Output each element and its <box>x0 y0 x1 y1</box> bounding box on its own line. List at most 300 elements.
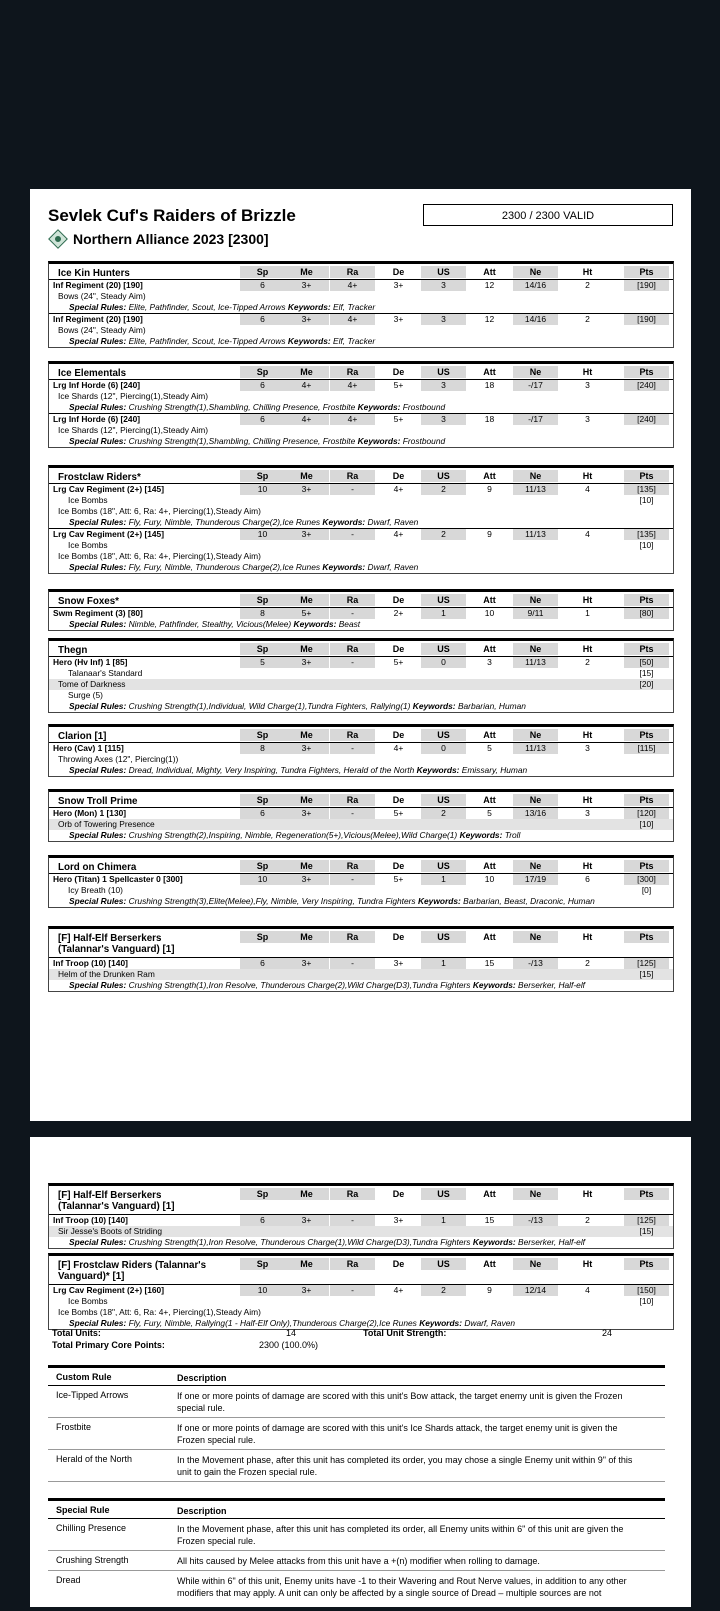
unit-stat-row <box>49 313 673 325</box>
column-header-ne: Ne <box>513 366 558 378</box>
unit-stat-row <box>49 413 673 425</box>
unit-profile-name: Lrg Inf Horde (6) [240] <box>53 414 141 424</box>
keywords-label: Keywords: <box>459 830 503 840</box>
special-rules-row <box>49 302 673 313</box>
column-header-sp: Sp <box>240 1258 285 1270</box>
special-rules-text <box>69 765 527 776</box>
special-rules-row <box>49 619 673 630</box>
column-header-me: Me <box>284 643 329 655</box>
unit-option-name: Orb of Towering Presence <box>58 819 155 829</box>
unit-header <box>49 641 673 656</box>
special-rules-label: Special Rules: <box>69 1237 127 1247</box>
stat-de: 4+ <box>393 529 404 539</box>
keywords-list: Dwarf, Raven <box>367 562 419 572</box>
column-header-ne: Ne <box>513 1188 558 1200</box>
stat-ht: 1 <box>585 608 590 618</box>
unit-option-name: Ice Bombs (18", Att: 6, Ra: 4+, Piercing(1),Steady Aim) <box>58 506 261 516</box>
points-value: [240] <box>624 380 669 391</box>
stat-us: 3 <box>421 380 466 391</box>
special-rules-label: Special Rules: <box>69 1318 127 1328</box>
points-value: [125] <box>624 1215 669 1226</box>
unit-header <box>49 929 673 957</box>
stat-ra: - <box>330 743 375 754</box>
unit-option-row <box>49 506 673 517</box>
column-header-ra: Ra <box>330 860 375 872</box>
unit-option-name: Ice Shards (12", Piercing(1),Steady Aim) <box>58 425 209 435</box>
column-header-us: US <box>421 594 466 606</box>
keywords-list: Elf, Tracker <box>333 336 376 346</box>
unit-header <box>49 1256 673 1284</box>
unit-stat-row <box>49 528 673 540</box>
stat-ra: - <box>330 958 375 969</box>
points-value: [20] <box>639 679 654 689</box>
special-rules-label: Special Rules: <box>69 336 127 346</box>
column-header-us: US <box>421 1258 466 1270</box>
stat-ne: 11/13 <box>513 657 558 668</box>
unit-stat-row <box>49 656 673 668</box>
unit-name: Snow Troll Prime <box>58 796 138 807</box>
special-rules-text <box>69 517 418 528</box>
custom-rule-desc: If one or more points of damage are scored with this unit's Bow attack, the target enemy unit is given the Frozen special rule. <box>177 1391 623 1413</box>
unit-option-row <box>49 495 673 506</box>
custom-desc-header: Description <box>177 1373 227 1383</box>
stat-sp: 6 <box>240 314 285 325</box>
stat-de: 3+ <box>393 958 404 968</box>
special-rules-text <box>69 562 418 573</box>
special-rules-label: Special Rules: <box>69 517 127 527</box>
column-header-pts: Pts <box>624 931 669 943</box>
stat-ra: 4+ <box>330 414 375 425</box>
stat-us: 0 <box>421 743 466 754</box>
column-header-pts: Pts <box>624 594 669 606</box>
special-rule-desc: While within 6" of this unit, Enemy units have -1 to their Wavering and Rout Nerve values, in addition to any other modifiers that may apply. A unit can only be affected by a single source of Dread – multiple sources are not <box>177 1576 627 1598</box>
total-core-value: 2300 (100.0%) <box>259 1340 319 1350</box>
unit-stat-row <box>49 873 673 885</box>
keywords-list: Beast <box>338 619 361 629</box>
stat-ne: 11/13 <box>513 484 558 495</box>
unit-profile-name: Hero (Titan) 1 Spellcaster 0 [300] <box>53 874 183 884</box>
unit-option-name: Helm of the Drunken Ram <box>58 969 155 979</box>
unit-option-row <box>49 754 673 765</box>
keywords-list: Troll <box>504 830 521 840</box>
stat-me: 3+ <box>284 280 329 291</box>
special-rules-label: Special Rules: <box>69 619 127 629</box>
unit-block <box>48 789 674 842</box>
total-units-label: Total Units: <box>52 1328 101 1338</box>
points-value: [240] <box>624 414 669 425</box>
column-header-ra: Ra <box>330 1258 375 1270</box>
column-header-de: De <box>392 1259 405 1269</box>
column-header-att: Att <box>483 267 496 277</box>
column-header-pts: Pts <box>624 1258 669 1270</box>
special-rules-list: Crushing Strength(1),Iron Resolve, Thunderous Charge(2),Wild Charge(D3),Tundra Fighters <box>128 980 471 990</box>
unit-stat-row <box>49 1284 673 1296</box>
stat-sp: 6 <box>240 414 285 425</box>
stat-ra: - <box>330 608 375 619</box>
unit-option-name: Sir Jesse's Boots of Striding <box>58 1226 163 1236</box>
column-header-sp: Sp <box>240 931 285 943</box>
special-rules-row <box>49 765 673 776</box>
stat-sp: 10 <box>240 874 285 885</box>
special-rules-list: Crushing Strength(1),Shambling, Chilling Presence, Frostbite <box>128 436 356 446</box>
column-header-sp: Sp <box>240 1188 285 1200</box>
keywords-label: Keywords: <box>417 896 461 906</box>
column-header-att: Att <box>483 1259 496 1269</box>
column-header-me: Me <box>284 729 329 741</box>
special-rules-row <box>49 980 673 991</box>
unit-header <box>49 727 673 742</box>
stat-ht: 2 <box>585 657 590 667</box>
custom-rule-header: Custom Rule <box>56 1372 112 1382</box>
unit-option-name: Ice Bombs (18", Att: 6, Ra: 4+, Piercing(1),Steady Aim) <box>58 1307 261 1317</box>
stat-ra: - <box>330 657 375 668</box>
special-rules-row <box>49 1237 673 1248</box>
column-header-ht: Ht <box>582 861 593 871</box>
column-header-att: Att <box>483 471 496 481</box>
keywords-list: Frostbound <box>402 402 446 412</box>
stat-ra: - <box>330 874 375 885</box>
unit-option-name: Surge (5) <box>68 690 103 700</box>
column-header-us: US <box>421 860 466 872</box>
keywords-list: Berserker, Half-elf <box>517 980 586 990</box>
unit-profile-name: Inf Troop (10) [140] <box>53 1215 128 1225</box>
stat-att: 12 <box>484 314 495 324</box>
unit-option-row <box>49 1296 673 1307</box>
special-rules-row <box>49 517 673 528</box>
column-header-ne: Ne <box>513 860 558 872</box>
column-header-ht: Ht <box>582 795 593 805</box>
stat-de: 5+ <box>393 874 404 884</box>
unit-option-row <box>49 391 673 402</box>
special-rules-row <box>49 402 673 413</box>
unit-stat-row <box>49 1214 673 1226</box>
stat-ne: 13/16 <box>513 808 558 819</box>
column-header-pts: Pts <box>624 1188 669 1200</box>
stat-ne: 12/14 <box>513 1285 558 1296</box>
keywords-label: Keywords: <box>357 402 401 412</box>
column-header-pts: Pts <box>624 794 669 806</box>
stat-att: 12 <box>484 280 495 290</box>
unit-name: Thegn <box>58 645 88 656</box>
column-header-de: De <box>392 1189 405 1199</box>
column-header-us: US <box>421 366 466 378</box>
column-header-ht: Ht <box>582 471 593 481</box>
stat-sp: 10 <box>240 484 285 495</box>
special-rules-list: Fly, Fury, Nimble, Rallying(1 - Half-Elf Only),Thunderous Charge(2),Ice Runes <box>128 1318 417 1328</box>
unit-option-row <box>49 540 673 551</box>
unit-option-row <box>49 1307 673 1318</box>
stat-att: 5 <box>487 743 492 753</box>
points-value: [135] <box>624 529 669 540</box>
stat-us: 3 <box>421 280 466 291</box>
total-strength-value: 24 <box>602 1328 613 1338</box>
keywords-list: Emissary, Human <box>461 765 528 775</box>
column-header-ht: Ht <box>582 1259 593 1269</box>
stat-de: 5+ <box>393 414 404 424</box>
column-header-us: US <box>421 266 466 278</box>
column-header-ne: Ne <box>513 266 558 278</box>
stat-us: 2 <box>421 808 466 819</box>
unit-profile-name: Lrg Cav Regiment (2+) [160] <box>53 1285 164 1295</box>
unit-profile-name: Hero (Mon) 1 [130] <box>53 808 127 818</box>
column-header-att: Att <box>483 367 496 377</box>
unit-profile-name: Lrg Cav Regiment (2+) [145] <box>53 529 164 539</box>
column-header-me: Me <box>284 1258 329 1270</box>
special-rules-list: Nimble, Pathfinder, Stealthy, Vicious(Melee) <box>128 619 292 629</box>
special-rules-text <box>69 896 595 907</box>
stat-ne: -/17 <box>513 380 558 391</box>
special-rules-list: Crushing Strength(1),Iron Resolve, Thunderous Charge(1),Wild Charge(D3),Tundra Fighters <box>128 1237 471 1247</box>
special-rules-list: Elite, Pathfinder, Scout, Ice-Tipped Arrows <box>128 336 286 346</box>
unit-profile-name: Inf Regiment (20) [190] <box>53 314 143 324</box>
stat-me: 3+ <box>284 314 329 325</box>
stat-sp: 6 <box>240 280 285 291</box>
column-header-att: Att <box>483 861 496 871</box>
stat-ht: 4 <box>585 484 590 494</box>
roster-page-1 <box>30 189 691 1121</box>
stat-ne: 17/19 <box>513 874 558 885</box>
special-rules-row <box>49 896 673 907</box>
special-rules-label: Special Rules: <box>69 701 127 711</box>
stat-de: 4+ <box>393 743 404 753</box>
stat-me: 3+ <box>284 657 329 668</box>
unit-block <box>48 638 674 713</box>
keywords-label: Keywords: <box>322 562 366 572</box>
special-rules-row <box>49 336 673 347</box>
unit-option-name: Ice Bombs <box>68 495 108 505</box>
special-rule-name: Dread <box>56 1575 81 1585</box>
column-header-ra: Ra <box>330 643 375 655</box>
custom-rule-desc: If one or more points of damage are scored with this unit's Ice Shards attack, the target enemy unit is given the Frozen special rule. <box>177 1423 618 1445</box>
special-rules-label: Special Rules: <box>69 562 127 572</box>
column-header-me: Me <box>284 1188 329 1200</box>
special-rules-text <box>69 701 526 712</box>
special-rule-desc: All hits caused by Melee attacks from this unit have a +(n) modifier when rolling to damage. <box>177 1556 540 1566</box>
stat-sp: 8 <box>240 743 285 754</box>
column-header-ht: Ht <box>582 267 593 277</box>
column-header-ra: Ra <box>330 366 375 378</box>
stat-sp: 5 <box>240 657 285 668</box>
unit-stat-row <box>49 957 673 969</box>
stat-sp: 10 <box>240 529 285 540</box>
column-header-ht: Ht <box>582 367 593 377</box>
special-rules-table <box>48 1498 665 1611</box>
column-header-ht: Ht <box>582 932 593 942</box>
special-rules-label: Special Rules: <box>69 980 127 990</box>
special-rule-name: Chilling Presence <box>56 1523 127 1533</box>
army-emblem-icon <box>48 229 68 249</box>
unit-block <box>48 261 674 348</box>
stat-me: 5+ <box>284 608 329 619</box>
unit-profile-name: Lrg Cav Regiment (2+) [145] <box>53 484 164 494</box>
column-header-pts: Pts <box>624 860 669 872</box>
column-header-de: De <box>392 730 405 740</box>
column-header-ne: Ne <box>513 1258 558 1270</box>
stat-de: 4+ <box>393 1285 404 1295</box>
unit-block <box>48 589 674 631</box>
column-header-ne: Ne <box>513 931 558 943</box>
stat-ht: 3 <box>585 380 590 390</box>
stat-ra: 4+ <box>330 280 375 291</box>
unit-name: Ice Kin Hunters <box>58 268 130 279</box>
column-header-de: De <box>392 367 405 377</box>
column-header-ra: Ra <box>330 729 375 741</box>
column-header-ra: Ra <box>330 470 375 482</box>
keywords-label: Keywords: <box>322 517 366 527</box>
column-header-de: De <box>392 861 405 871</box>
stat-att: 5 <box>487 808 492 818</box>
stat-ne: 11/13 <box>513 743 558 754</box>
column-header-ne: Ne <box>513 794 558 806</box>
stat-ne: 9/11 <box>513 608 558 619</box>
column-header-de: De <box>392 595 405 605</box>
points-value: [10] <box>639 819 654 829</box>
stat-de: 3+ <box>393 1215 404 1225</box>
stat-ht: 3 <box>585 414 590 424</box>
special-rules-row <box>49 830 673 841</box>
points-value: [10] <box>639 1296 654 1306</box>
column-header-de: De <box>392 471 405 481</box>
special-rules-text <box>69 302 375 313</box>
stat-att: 9 <box>487 484 492 494</box>
custom-rule-name: Ice-Tipped Arrows <box>56 1390 129 1400</box>
unit-block <box>48 926 674 992</box>
unit-stat-row <box>49 379 673 391</box>
stat-ne: 11/13 <box>513 529 558 540</box>
army-line <box>48 231 269 248</box>
column-header-sp: Sp <box>240 470 285 482</box>
points-value: [135] <box>624 484 669 495</box>
special-rules-list: Fly, Fury, Nimble, Thunderous Charge(2),Ice Runes <box>128 517 321 527</box>
stat-ne: -/17 <box>513 414 558 425</box>
total-core-label: Total Primary Core Points: <box>52 1340 165 1350</box>
stat-ne: -/13 <box>513 958 558 969</box>
column-header-ne: Ne <box>513 594 558 606</box>
roster-page-2 <box>30 1137 691 1607</box>
total-units-value: 14 <box>286 1328 297 1338</box>
stat-me: 3+ <box>284 874 329 885</box>
column-header-us: US <box>421 643 466 655</box>
unit-option-row <box>49 668 673 679</box>
unit-stat-row <box>49 807 673 819</box>
unit-option-name: Talanaar's Standard <box>68 668 143 678</box>
special-rule-header: Special Rule <box>56 1505 110 1515</box>
stat-att: 9 <box>487 1285 492 1295</box>
special-rules-list: Dread, Individual, Mighty, Very Inspiring, Tundra Fighters, Herald of the North <box>128 765 415 775</box>
stat-us: 3 <box>421 414 466 425</box>
special-rules-text <box>69 980 585 991</box>
column-header-us: US <box>421 470 466 482</box>
custom-rule-desc: In the Movement phase, after this unit has completed its order, you may chose a single Enemy unit within 9" of this unit to gain the Frozen special rule. <box>177 1455 633 1477</box>
special-rules-row <box>49 701 673 712</box>
unit-name: Lord on Chimera <box>58 862 137 873</box>
special-rule-name: Crushing Strength <box>56 1555 129 1565</box>
stat-ht: 2 <box>585 1215 590 1225</box>
column-header-att: Att <box>483 795 496 805</box>
stat-us: 1 <box>421 874 466 885</box>
keywords-label: Keywords: <box>419 1318 463 1328</box>
unit-name: [F] Half-Elf Berserkers (Talannar's Vanguard) [1] <box>58 1190 175 1212</box>
column-header-sp: Sp <box>240 860 285 872</box>
unit-name: Ice Elementals <box>58 368 127 379</box>
unit-profile-name: Hero (Cav) 1 [115] <box>53 743 124 753</box>
column-header-me: Me <box>284 860 329 872</box>
stat-ra: - <box>330 484 375 495</box>
stat-me: 3+ <box>284 743 329 754</box>
points-value: [300] <box>624 874 669 885</box>
unit-option-row <box>49 885 673 896</box>
unit-block <box>48 1183 674 1249</box>
stat-att: 3 <box>487 657 492 667</box>
unit-option-row <box>49 819 673 830</box>
stat-att: 18 <box>484 380 495 390</box>
stat-de: 4+ <box>393 484 404 494</box>
column-header-att: Att <box>483 1189 496 1199</box>
stat-ra: - <box>330 1285 375 1296</box>
column-header-ht: Ht <box>582 1189 593 1199</box>
stat-ra: 4+ <box>330 380 375 391</box>
custom-rules-table <box>48 1365 665 1482</box>
column-header-sp: Sp <box>240 594 285 606</box>
column-header-att: Att <box>483 644 496 654</box>
stat-sp: 6 <box>240 808 285 819</box>
column-header-me: Me <box>284 794 329 806</box>
special-rules-label: Special Rules: <box>69 896 127 906</box>
keywords-list: Barbarian, Beast, Draconic, Human <box>463 896 595 906</box>
custom-rule-name: Frostbite <box>56 1422 92 1432</box>
unit-option-name: Tome of Darkness <box>58 679 126 689</box>
points-value: [120] <box>624 808 669 819</box>
unit-block <box>48 724 674 777</box>
stat-us: 1 <box>421 1215 466 1226</box>
column-header-ra: Ra <box>330 794 375 806</box>
column-header-sp: Sp <box>240 366 285 378</box>
stat-me: 3+ <box>284 958 329 969</box>
unit-option-row <box>49 1226 673 1237</box>
unit-name: [F] Frostclaw Riders (Talannar's Vanguard)* [1] <box>58 1260 207 1282</box>
special-rules-text <box>69 336 375 347</box>
keywords-list: Dwarf, Raven <box>464 1318 516 1328</box>
special-rules-list: Crushing Strength(1),Individual, Wild Charge(1),Tundra Fighters, Rallying(1) <box>128 701 411 711</box>
unit-stat-row <box>49 742 673 754</box>
stat-sp: 6 <box>240 380 285 391</box>
roster-title: Sevlek Cuf's Raiders of Brizzle <box>48 206 296 225</box>
keywords-label: Keywords: <box>287 336 331 346</box>
unit-header <box>49 264 673 279</box>
stat-ht: 4 <box>585 1285 590 1295</box>
column-header-us: US <box>421 729 466 741</box>
unit-block <box>48 1253 674 1330</box>
stat-us: 1 <box>421 608 466 619</box>
stat-us: 2 <box>421 529 466 540</box>
keywords-list: Dwarf, Raven <box>367 517 419 527</box>
stat-ra: - <box>330 529 375 540</box>
stat-us: 2 <box>421 1285 466 1296</box>
unit-option-name: Ice Shards (12", Piercing(1),Steady Aim) <box>58 391 209 401</box>
points-value: [15] <box>639 1226 654 1236</box>
column-header-ht: Ht <box>582 730 593 740</box>
special-rules-text <box>69 402 445 413</box>
keywords-list: Frostbound <box>402 436 446 446</box>
special-rules-list: Elite, Pathfinder, Scout, Ice-Tipped Arrows <box>128 302 286 312</box>
special-rules-text <box>69 619 360 630</box>
column-header-me: Me <box>284 470 329 482</box>
unit-option-name: Ice Bombs <box>68 540 108 550</box>
unit-option-name: Bows (24", Steady Aim) <box>58 291 146 301</box>
column-header-ht: Ht <box>582 644 593 654</box>
stat-us: 2 <box>421 484 466 495</box>
stat-de: 3+ <box>393 314 404 324</box>
